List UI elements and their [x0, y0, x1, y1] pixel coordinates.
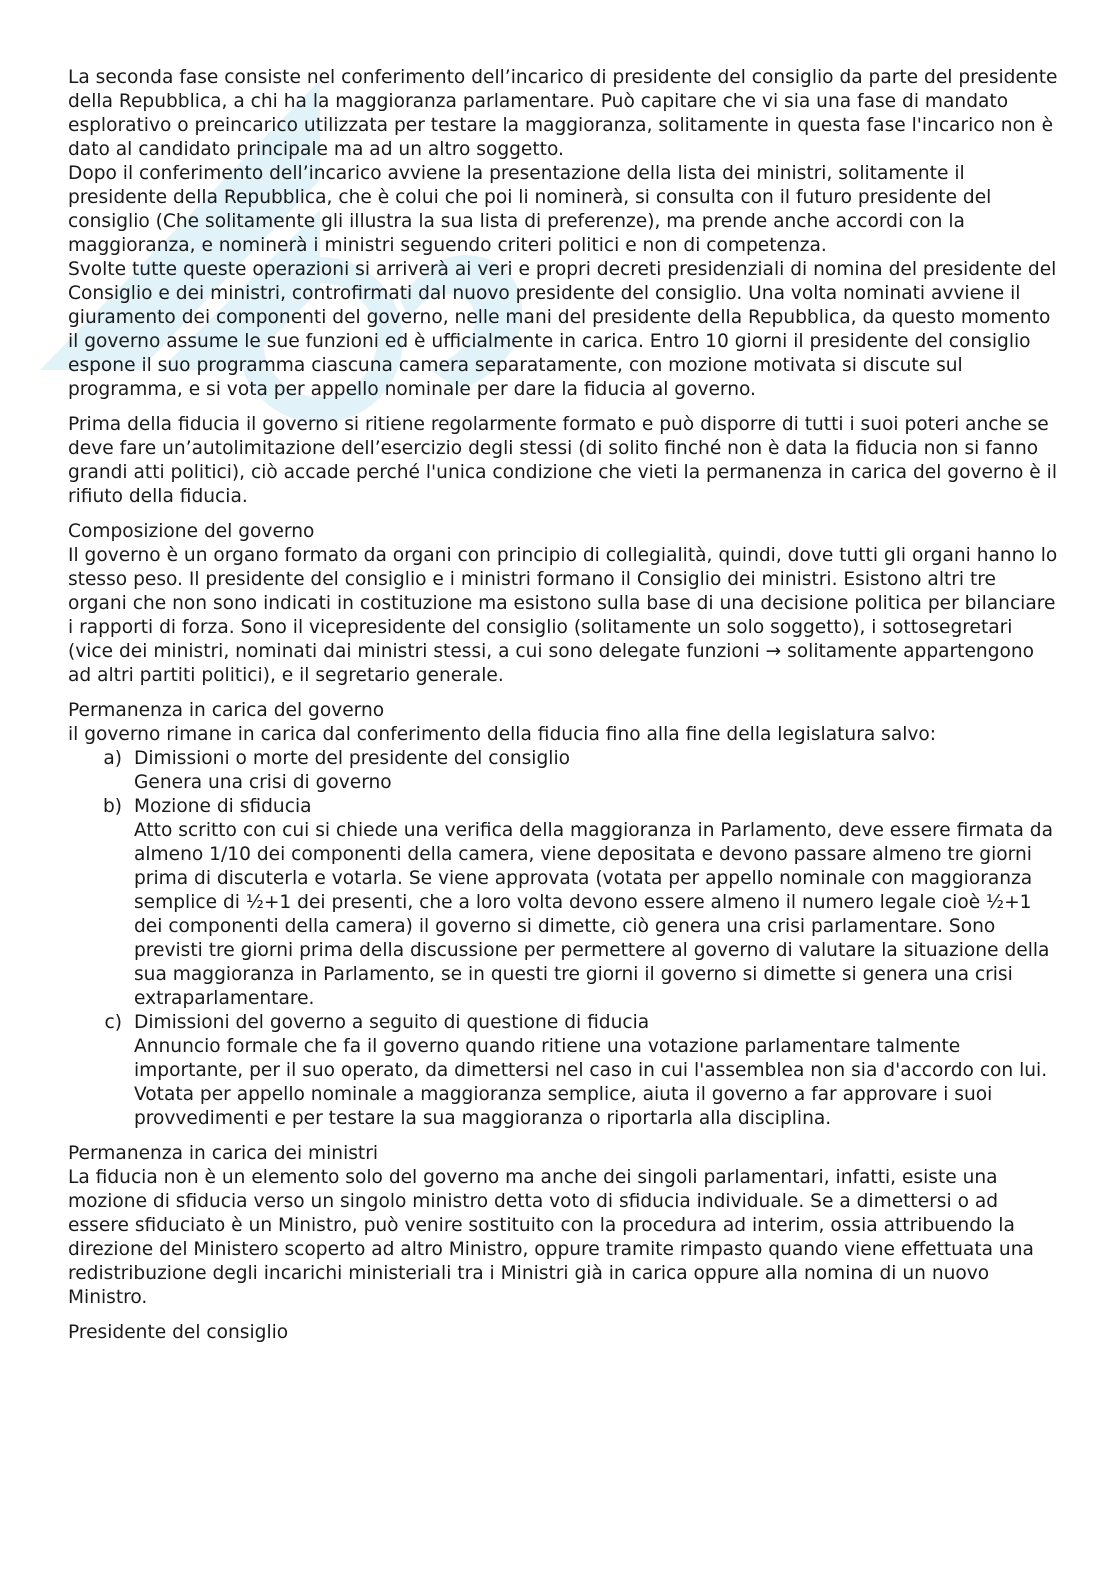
- paragraph-prima-fiducia: Prima della fiducia il governo si ritiene regolarmente formato e può disporre di tutti i suoi poteri anche se deve fare un’autolimitazione dell’esercizio degli stessi (di solito finché non è data la fiducia non si fanno grandi atti politici), ciò accade perché l'unica condizione che vieti la permanenza in carica del governo è il rifiuto della fiducia.: [68, 414, 1057, 507]
- heading-presidente-consiglio: Presidente del consiglio: [68, 1322, 289, 1343]
- heading-permanenza-governo: Permanenza in carica del governo: [68, 700, 385, 721]
- paragraph-decreti-nomina: Svolte tutte queste operazioni si arriverà ai veri e propri decreti presidenziali di nomina del presidente del Consiglio e dei ministri, controfirmati dal nuovo presidente del consiglio. Una volta nominati avviene il giuramento dei componenti del governo, nelle mani del presidente della Repubblica, da questo momento il governo assume le sue funzioni ed è ufficialmente in carica. Entro 10 giorni il presidente del consiglio espone il suo programma ciascuna camera separatamente, con mozione motivata si discute sul programma, e si vota per appello nominale per dare la fiducia al governo.: [68, 259, 1057, 400]
- heading-composizione: Composizione del governo: [68, 521, 315, 542]
- document-page: [68, 66, 1058, 1345]
- list-item-text: Atto scritto con cui si chiede una verifica della maggioranza in Parlamento, deve essere firmata da almeno 1/10 dei componenti della camera, viene depositata e devono passare almeno tre giorni prima di discuterla e votarla. Se viene approvata (votata per appello nominale con maggioranza semplice di ½+1 dei presenti, che a loro volta devono essere almeno il numero legale cioè ½+1 dei componenti della camera) il governo si dimette, ciò genera una crisi parlamentare. Sono previsti tre giorni prima della discussione per permettere al governo di valutare la situazione della sua maggioranza in Parlamento, se in questi tre giorni il governo si dimette si genera una crisi extraparlamentare.: [134, 820, 1053, 1009]
- paragraph-permanenza-ministri: La fiducia non è un elemento solo del governo ma anche dei singoli parlamentari, infatti, esiste una mozione di sfiducia verso un singolo ministro detta voto di sfiducia individuale. Se a dimettersi o ad essere sfiduciato è un Ministro, può venire sostituito con la procedura ad interim, ossia attribuendo la direzione del Ministero scoperto ad altro Ministro, oppure tramite rimpasto quando viene effettuata una redistribuzione degli incarichi ministeriali tra i Ministri già in carica oppure alla nomina di un nuovo Ministro.: [68, 1167, 1034, 1308]
- paragraph-incarico: La seconda fase consiste nel conferimento dell’incarico di presidente del consiglio da parte del presidente della Repubblica, a chi ha la maggioranza parlamentare. Può capitare che vi sia una fase di mandato esplorativo o preincarico utilizzata per testare la maggioranza, solitamente in questa fase l'incarico non è dato al candidato principale ma ad un altro soggetto.: [68, 67, 1058, 160]
- list-marker: b): [102, 796, 122, 817]
- list-item-title: Dimissioni o morte del presidente del consiglio: [134, 748, 570, 769]
- list-item-text: Annuncio formale che fa il governo quando ritiene una votazione parlamentare talmente importante, per il suo operato, da dimettersi nel caso in cui l'assemblea non sia d'accordo con lui. Votata per appello nominale a maggioranza semplice, aiuta il governo a far approvare i suoi provvedimenti e per testare la sua maggioranza o riportarla alla disciplina.: [134, 1036, 1048, 1129]
- list-marker: a): [103, 748, 122, 769]
- list-item: [68, 795, 1058, 1011]
- list-item-title: Dimissioni del governo a seguito di questione di fiducia: [134, 1012, 650, 1033]
- list-item: [68, 1011, 1058, 1131]
- paragraph-lista-ministri: Dopo il conferimento dell’incarico avviene la presentazione della lista dei ministri, solitamente il presidente della Repubblica, che è colui che poi li nominerà, si consulta con il futuro presidente del consiglio (Che solitamente gli illustra la sua lista di preferenze), ma prende anche accordi con la maggioranza, e nominerà i ministri seguendo criteri politici e non di competenza.: [68, 163, 992, 256]
- list-item: [68, 747, 1058, 795]
- paragraph-permanenza-intro: il governo rimane in carica dal conferimento della fiducia fino alla fine della legislatura salvo:: [68, 724, 937, 745]
- list-permanenza-governo: [68, 747, 1058, 1131]
- list-item-title: Mozione di sfiducia: [134, 796, 312, 817]
- list-marker: c): [104, 1012, 122, 1033]
- heading-permanenza-ministri: Permanenza in carica dei ministri: [68, 1143, 379, 1164]
- paragraph-composizione: Il governo è un organo formato da organi con principio di collegialità, quindi, dove tutti gli organi hanno lo stesso peso. Il presidente del consiglio e i ministri formano il Consiglio dei ministri. Esistono altri tre organi che non sono indicati in costituzione ma esistono sulla base di una decisione politica per bilanciare i rapporti di forza. Sono il vicepresidente del consiglio (solitamente un solo soggetto), i sottosegretari (vice dei ministri, nominati dai ministri stessi, a cui sono delegate funzioni → solitamente appartengono ad altri partiti politici), e il segretario generale.: [68, 545, 1058, 686]
- list-item-text: Genera una crisi di governo: [134, 772, 392, 793]
